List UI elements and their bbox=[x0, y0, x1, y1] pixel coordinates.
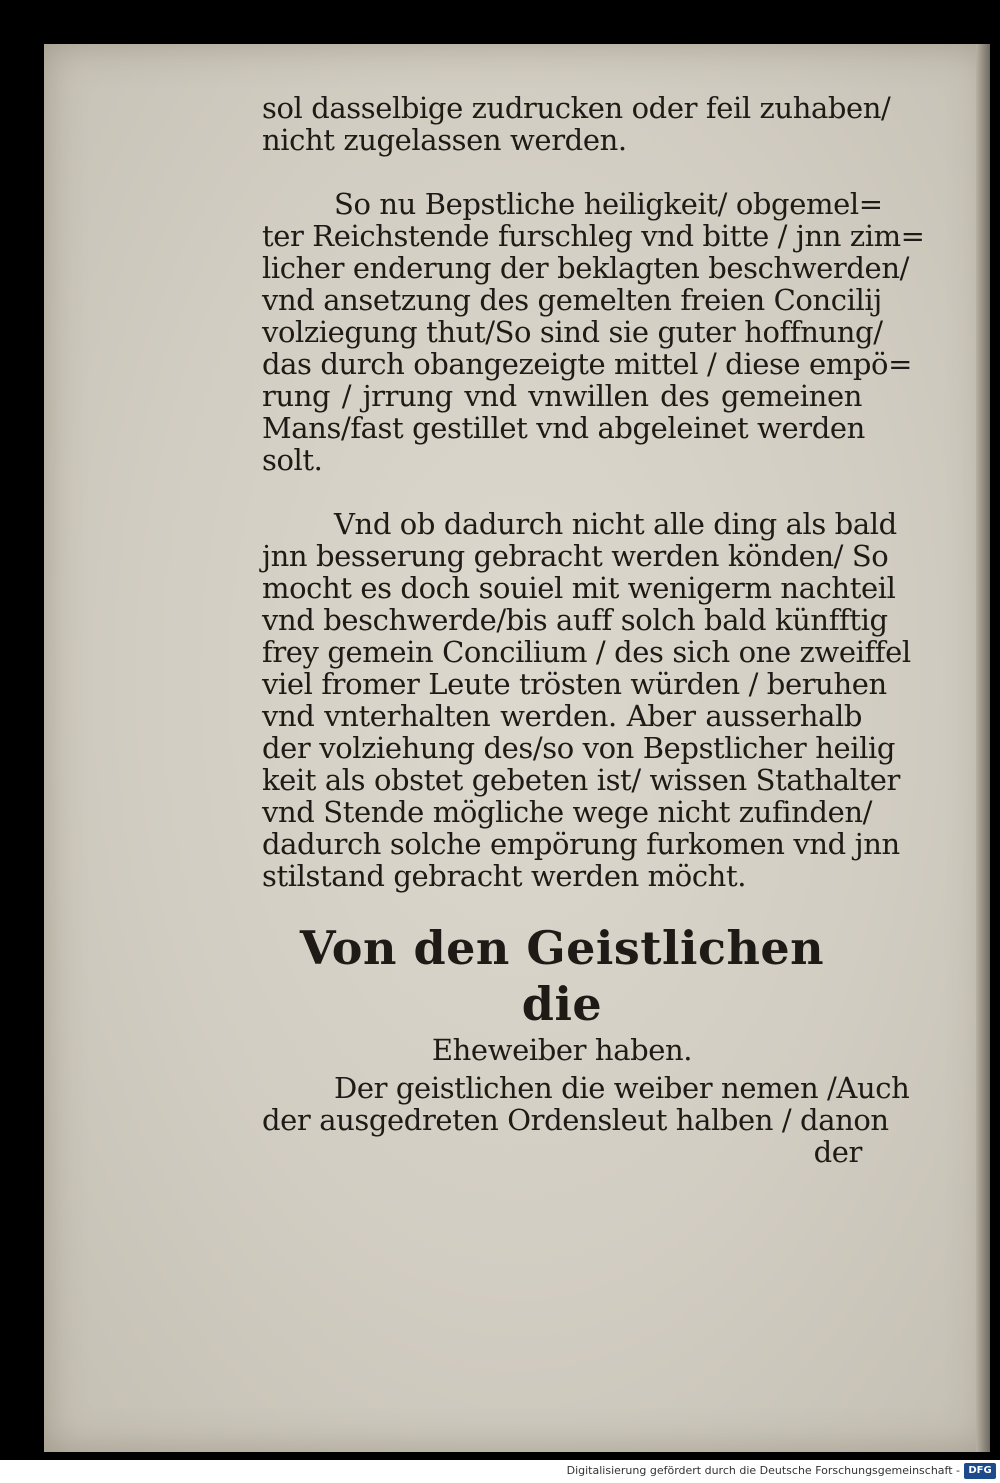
paragraph-4 bbox=[262, 1071, 910, 1169]
text-line: So nu Bepstliche heiligkeit/ obgemel= bbox=[334, 187, 883, 221]
paragraph-2 bbox=[262, 187, 925, 477]
text-line: jnn besserung gebracht werden könden/ So bbox=[262, 539, 889, 573]
heading-title: Von den Geistlichen die bbox=[299, 921, 825, 1031]
text-line: mocht es doch souiel mit wenigerm nachteil bbox=[262, 571, 896, 605]
text-block bbox=[262, 91, 925, 1169]
text-line: keit als obstet gebeten ist/ wissen Stathalter bbox=[262, 763, 901, 797]
text-line: vnd ansetzung des gemelten freien Concilij bbox=[262, 283, 882, 317]
text-line: vnd vnterhalten werden. Aber ausserhalb bbox=[262, 699, 862, 733]
paragraph-3 bbox=[262, 507, 911, 893]
text-line: vnd beschwerde/bis auff solch bald künfftig bbox=[262, 603, 888, 637]
text-line: nicht zugelassen werden. bbox=[262, 123, 627, 157]
text-line: rung / jrrung vnd vnwillen des gemeinen bbox=[262, 379, 862, 413]
text-line: volziegung thut/So sind sie guter hoffnung/ bbox=[262, 315, 883, 349]
text-line: ter Reichstende furschleg vnd bitte / jnn zim= bbox=[262, 219, 925, 253]
footer-bar bbox=[0, 1460, 1000, 1483]
footer-credit: Digitalisierung gefördert durch die Deutsche Forschungsgemeinschaft - bbox=[566, 1464, 960, 1477]
text-line: vnd Stende mögliche wege nicht zufinden/ bbox=[262, 795, 873, 829]
text-line: stilstand gebracht werden möcht. bbox=[262, 859, 747, 893]
text-line: Vnd ob dadurch nicht alle ding als bald bbox=[334, 507, 897, 541]
text-line: Mans/fast gestillet vnd abgeleinet werden bbox=[262, 411, 865, 445]
dfg-logo-icon: DFG bbox=[964, 1463, 996, 1479]
text-line: Der geistlichen die weiber nemen /Auch bbox=[334, 1071, 910, 1105]
section-heading bbox=[262, 920, 862, 1068]
paragraph-1 bbox=[262, 91, 891, 157]
text-line: der ausgedreten Ordensleut halben / danon bbox=[262, 1103, 889, 1137]
catchword: der bbox=[813, 1135, 862, 1169]
text-line: der volziehung des/so von Bepstlicher heilig bbox=[262, 731, 896, 765]
text-line: dadurch solche empörung furkomen vnd jnn bbox=[262, 827, 900, 861]
page-edge bbox=[976, 44, 990, 1452]
text-line: sol dasselbige zudrucken oder feil zuhaben/ bbox=[262, 91, 891, 125]
text-line: viel fromer Leute trösten würden / beruhen bbox=[262, 667, 887, 701]
text-line: solt. bbox=[262, 443, 323, 477]
text-line: licher enderung der beklagten beschwerden/ bbox=[262, 251, 909, 285]
text-line: frey gemein Concilium / des sich one zweiffel bbox=[262, 635, 911, 669]
text-line: das durch obangezeigte mittel / diese empö= bbox=[262, 347, 912, 381]
heading-subtitle: Eheweiber haben. bbox=[431, 1033, 693, 1067]
